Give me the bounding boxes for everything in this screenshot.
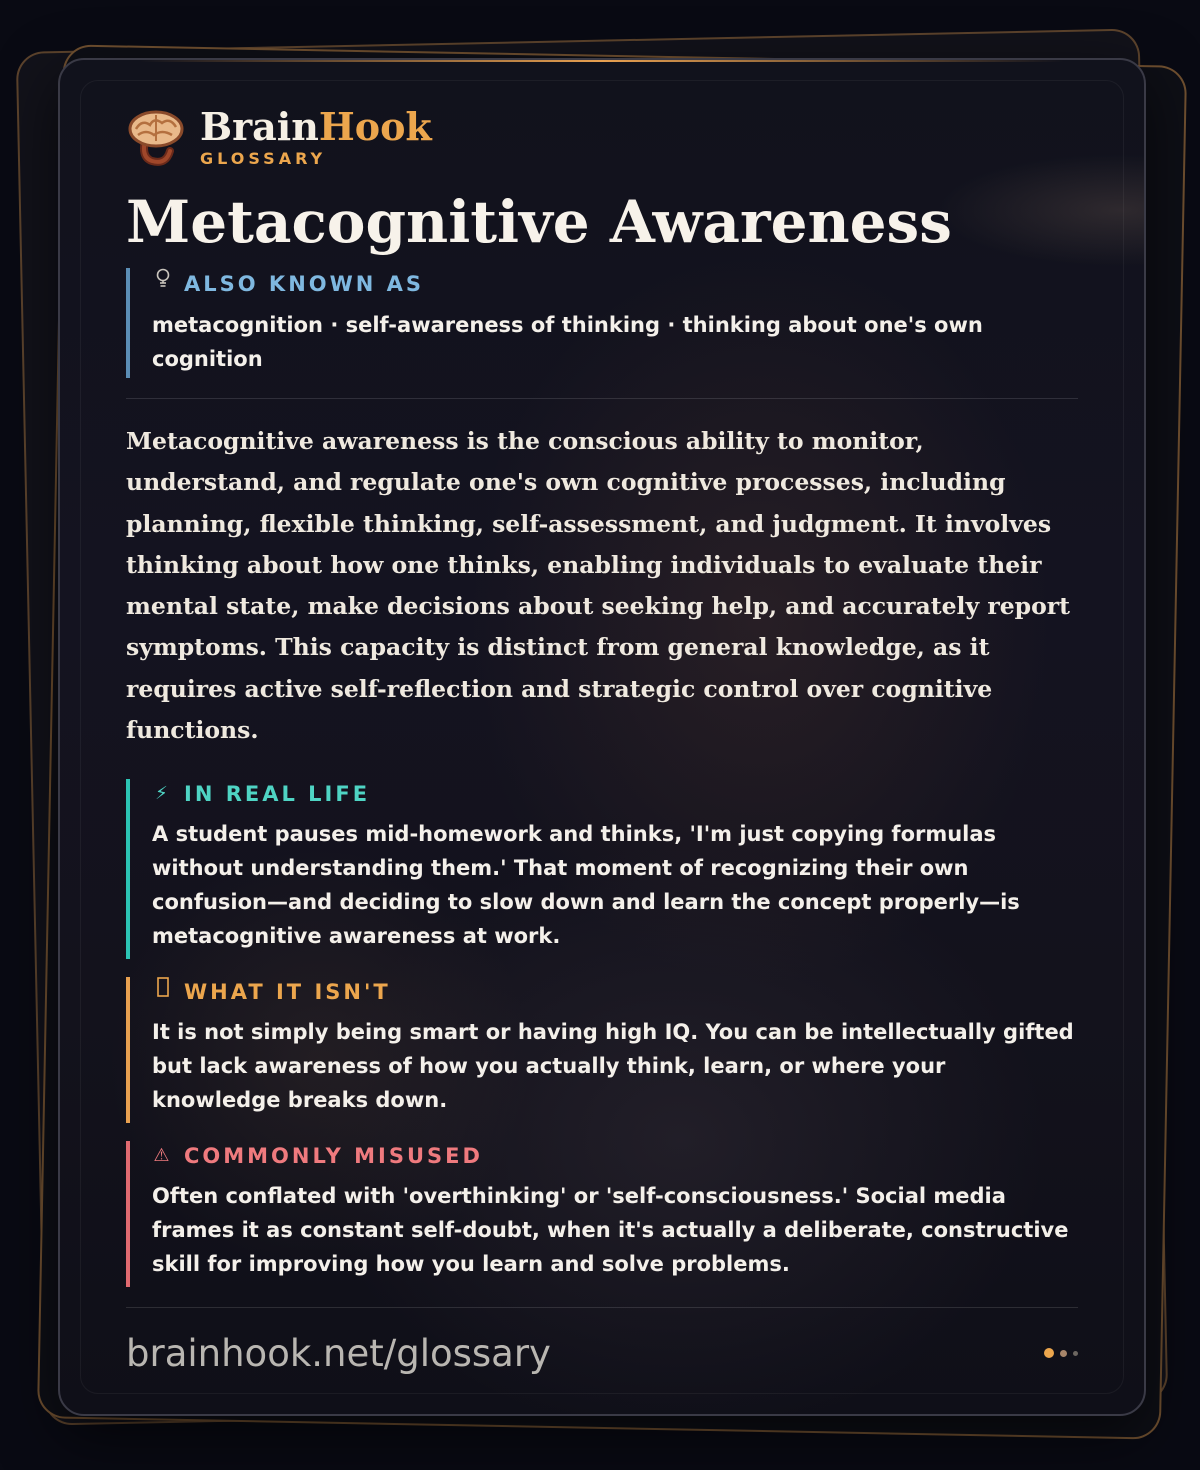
term-title: Metacognitive Awareness xyxy=(126,188,952,256)
in-real-life-label-text: IN REAL LIFE xyxy=(184,782,371,807)
header-divider xyxy=(126,398,1078,399)
card-footer xyxy=(126,1328,1078,1378)
in-real-life-block xyxy=(126,779,1078,959)
brand-header[interactable] xyxy=(126,102,1078,172)
what-it-isnt-label xyxy=(152,977,1078,1007)
warning-icon: ⚠ xyxy=(153,1145,173,1167)
commonly-misused-label-text: COMMONLY MISUSED xyxy=(184,1144,483,1169)
brain-hook-icon xyxy=(126,107,186,167)
page-indicator[interactable] xyxy=(1044,1348,1078,1358)
also-known-as-text: metacognition · self-awareness of thinking · thinking about one's own cognition xyxy=(152,313,983,371)
commonly-misused-label xyxy=(152,1141,1078,1171)
lightbulb-icon xyxy=(152,268,174,300)
card-content xyxy=(126,102,1078,1378)
brand-subtitle: GLOSSARY xyxy=(200,148,327,168)
what-it-isnt-label-text: WHAT IT ISN'T xyxy=(184,980,391,1005)
glossary-card xyxy=(58,58,1146,1416)
also-known-as-label-text: ALSO KNOWN AS xyxy=(184,272,425,296)
footer-url-link[interactable]: brainhook.net/glossary xyxy=(126,1331,551,1375)
brand-text xyxy=(200,103,432,168)
what-it-isnt-text: It is not simply being smart or having high IQ. You can be intellectually gifted but lack awareness of how you actually think, learn, or where your knowledge breaks down. xyxy=(152,1020,1074,1113)
lightning-icon: ⚡ xyxy=(155,783,171,805)
in-real-life-text: A student pauses mid-homework and thinks, 'I'm just copying formulas without understanding them.' That moment of recognizing their own confusion—and deciding to slow down and learn the concept properly—is metacognitive awareness at work. xyxy=(152,822,1020,949)
what-it-isnt-block xyxy=(126,977,1078,1123)
commonly-misused-text: Often conflated with 'overthinking' or 'self-consciousness.' Social media frames it as constant self-doubt, when it's actually a deliberate, constructive skill for improving how you learn and solve problems. xyxy=(152,1184,1069,1277)
page-dot[interactable] xyxy=(1060,1350,1067,1357)
brand-name-hook: Hook xyxy=(318,103,432,149)
definition-text: Metacognitive awareness is the conscious ability to monitor, understand, and regulate one's own cognitive processes, including planning, flexible thinking, self-assessment, and judgment. It involves thinking about how one thinks, enabling individuals to evaluate their mental state, make decisions about seeking help, and accurately report symptoms. This capacity is distinct from general knowledge, as it requires active self-reflection and strategic control over cognitive functions. xyxy=(126,427,1070,745)
also-known-as-block xyxy=(126,268,1078,378)
missing-glyph-icon xyxy=(152,977,174,1007)
also-known-as-label xyxy=(152,268,1078,300)
commonly-misused-block xyxy=(126,1141,1078,1287)
page-dot-active[interactable] xyxy=(1044,1348,1054,1358)
in-real-life-label xyxy=(152,779,1078,809)
page-dot[interactable] xyxy=(1073,1351,1078,1356)
footer-divider xyxy=(126,1307,1078,1308)
brand-name-brain: Brain xyxy=(200,103,319,149)
brand-name xyxy=(200,103,432,149)
